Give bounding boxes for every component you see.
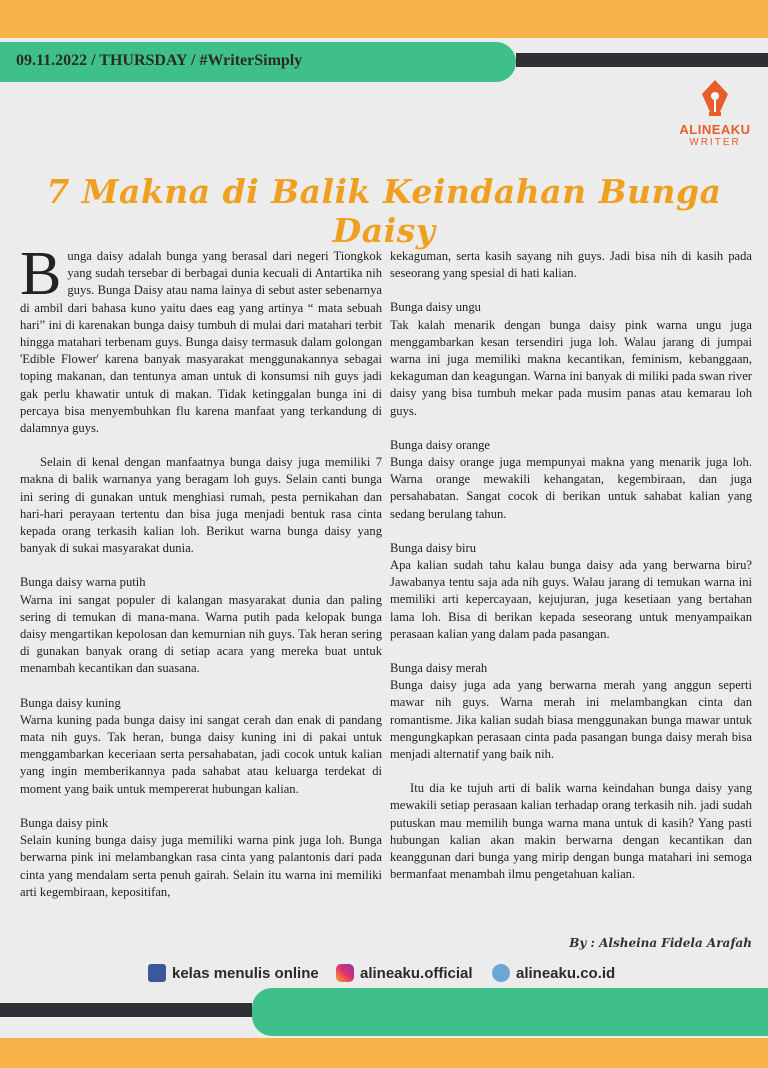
section-body-pink: Selain kuning bunga daisy juga memiliki warna pink juga loh. Bunga berwarna pink ini melambangkan rasa cinta yang palantonis dari pada cinta yang mendalam serta penuh gairah. Selain itu warna ini memiliki arti kegembiraan, kepositifan, xyxy=(20,833,382,899)
section-body-putih: Warna ini sangat populer di kalangan masyarakat dunia dan paling sering di temukan di mana-mana. Warna putih pada kelopak bunga daisy mengartikan kepolosan dan kemurnian nih guys. Tak heran sering di gunakan banyak orang di setiap acara yang mereka buat untuk menambah kecantikan dan suasana. xyxy=(20,592,382,676)
facebook-icon xyxy=(148,964,166,982)
bottom-orange-band xyxy=(0,1038,768,1068)
section-body-kuning: Warna kuning pada bunga daisy ini sangat cerah dan enak di pandang mata nih guys. Tak heran, bunga daisy kuning ini di pakai untuk menggambarkan keceriaan serta persahabatan, jadi cocok untuk kalian yang ingin memberikannya pada sahabat atau keluarga terdekat di moment yang baik untuk mempererat hubungan kalian. xyxy=(20,712,382,796)
drop-cap: B xyxy=(20,240,62,308)
article-title: 7 Makna di Balik Keindahan Bunga Daisy xyxy=(46,172,722,250)
top-orange-band xyxy=(0,0,768,38)
byline: By : Alsheina Fidela Arafah xyxy=(569,936,752,950)
footer-website[interactable] xyxy=(492,964,615,982)
pink-continued: kekaguman, serta kasih sayang nih guys. Jadi bisa nih di kasih pada seseorang yang spesial di hati kalian. xyxy=(390,249,752,281)
section-body-ungu: Tak kalah menarik dengan bunga daisy pink warna ungu juga menggambarkan kesan tersendiri juga loh. Walau jarang di jumpai warna ini juga memiliki makna kecantikan, feminism, kebanggaan, kekaguman dan keagungan. Warna ini banyak di miliki pada swan river daisy yang bisa tumbuh mekar pada musim panas atau kemarau loh guys. xyxy=(390,317,752,418)
instagram-icon xyxy=(336,964,354,982)
section-head-pink: Bunga daisy pink xyxy=(20,815,109,830)
section-body-merah: Bunga daisy juga ada yang berwarna merah yang anggun seperti mawar nih guys. Warna merah ini melambangkan cinta dan romantisme. Jika kalian sudah biasa menggunakan bunga mawar untuk mengungkapkan perasaan cinta pada pasangan bunga daisy merah bisa menjadi alternatif yang baik nih. xyxy=(390,678,752,762)
instagram-label: alineaku.official xyxy=(360,964,473,982)
right-column xyxy=(390,248,752,901)
logo-brand: ALINEAKU xyxy=(679,122,751,137)
left-column xyxy=(20,240,382,918)
paragraph-2: Selain di kenal dengan manfaatnya bunga daisy juga memiliki 7 makna di balik warnanya yang beragam loh guys. Selain canti bunga ini sering di gunakan untuk menghiasi rumah, pesta pernikahan dan hari-hari perayaan tertentu dan bisa juga menjadi bentuk rasa cinta kepada orang terkasih kalian loh. Berikut warna bunga daisy yang banyak di sukai masyarakat dunia. xyxy=(20,455,382,556)
section-head-kuning: Bunga daisy kuning xyxy=(20,695,121,710)
top-dark-stripe xyxy=(516,53,768,67)
closing-paragraph: Itu dia ke tujuh arti di balik warna keindahan bunga daisy yang mewakili setiap perasaan kalian terhadap orang terkasih nih. jadi sudah putuskan mau memilih bunga warna mana untuk di kasih? Yang pasti hubungan kalian akan makin berwarna dengan kecantikan dan keanggunan dari bunga yang mirip dengan bunga matahari ini semoga bermanfaat menambah ilmu pengetahuan kalian. xyxy=(390,781,752,882)
section-head-biru: Bunga daisy biru xyxy=(390,540,477,555)
section-head-ungu: Bunga daisy ungu xyxy=(390,300,481,315)
footer-instagram[interactable] xyxy=(336,964,473,982)
footer-social xyxy=(0,962,768,986)
bottom-green-banner xyxy=(252,988,768,1036)
section-head-putih: Bunga daisy warna putih xyxy=(20,575,146,590)
section-head-orange: Bunga daisy orange xyxy=(390,437,491,452)
section-body-biru: Apa kalian sudah tahu kalau bunga daisy ada yang berwarna biru? Jawabanya tentu saja ada nih guys. Walau jarang di temukan warna ini memiliki arti kepercayaan, kejujuran, juga kesetiaan yang bertahan lama loh. Bisa di berikan kepada seseorang untuk menyampaikan perasaan kalian yang dalam pada pasangan. xyxy=(390,558,752,641)
facebook-label: kelas menulis online xyxy=(172,964,319,982)
globe-icon xyxy=(492,964,510,982)
intro-paragraph: unga daisy adalah bunga yang berasal dari negeri Tiongkok yang sudah tersebar di berbagai dunia kecuali di Antartika nih guys. Bunga Daisy atau nama lainya di sebut aster sebenarnya di ambil dari bahasa kuno yaitu daes eag yang artinya “ mata sebuah hari” ini di karenakan bunga daisy tumbuh di mulai dari matahari terbit hingga matahari terbenam guys. Bunga daisy termasuk dalam golongan 'Edible Flower' karena banyak masyarakat menggunakannya sebagai toping makanan, dan tentunya aman untuk di konsumsi nih guys jadi gak perlu khawatir untuk di makan. Tidak ketinggalan bunga ini di percaya bisa menyembuhkan flu karena manfaat yang terkandung di dalamnya guys. xyxy=(20,249,382,436)
bottom-dark-stripe xyxy=(0,1003,252,1017)
pen-nib-icon xyxy=(698,78,732,118)
footer-facebook[interactable] xyxy=(148,964,319,982)
website-label: alineaku.co.id xyxy=(516,964,616,982)
section-body-orange: Bunga daisy orange juga mempunyai makna yang menarik juga loh. Warna orange mewakili kehangatan, kegembiraan, dan juga persahabatan. Sangat cocok di berikan untuk sahabat kalian yang sedang berulang tahun. xyxy=(390,455,752,521)
section-head-merah: Bunga daisy merah xyxy=(390,661,488,676)
logo-sub: WRITER xyxy=(689,137,741,148)
alineaku-logo xyxy=(670,78,760,148)
date-line: 09.11.2022 / THURSDAY / #WriterSimply xyxy=(16,52,303,69)
